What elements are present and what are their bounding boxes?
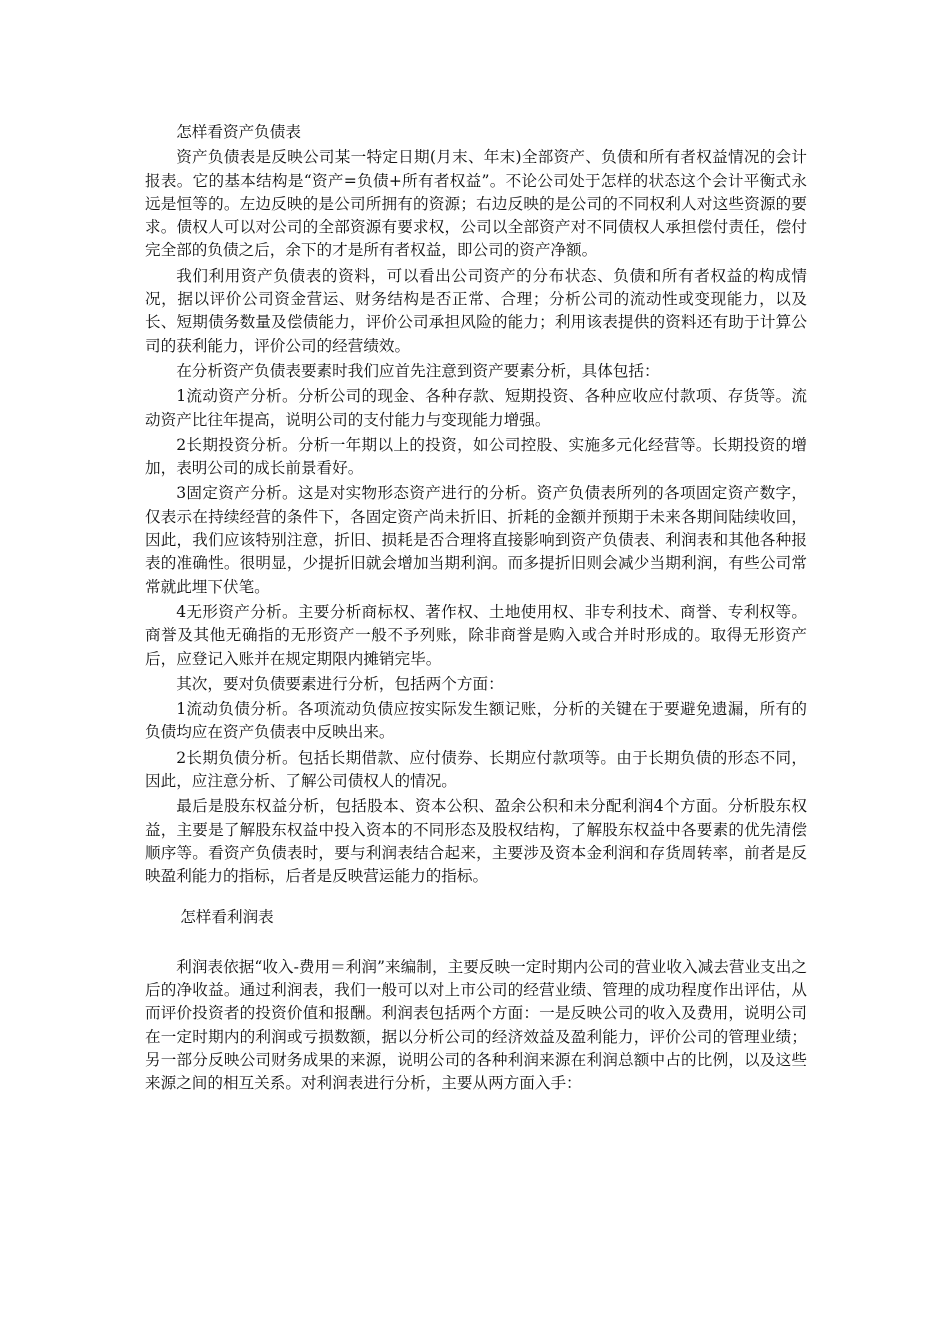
document-body bbox=[145, 121, 807, 1096]
paragraph-long-term-investment: 2长期投资分析。分析一年期以上的投资，如公司控股、实施多元化经营等。长期投资的增加，表明公司的成长前景看好。 bbox=[145, 435, 807, 478]
paragraph-fixed-assets: 3固定资产分析。这是对实物形态资产进行的分析。资产负债表所列的各项固定资产数字，仅表示在持续经营的条件下，各固定资产尚未折旧、折耗的金额并预期于未来各期间陆续收回，因此，我们应该特别注意，折旧、损耗是否合理将直接影响到资产负债表、利润表和其他各种报表的准确性。很明显，少提折旧就会增加当期利润。而多提折旧则会减少当期利润，有些公司常常就此埋下伏笔。 bbox=[145, 484, 807, 596]
paragraph-long-term-liabilities: 2长期负债分析。包括长期借款、应付债券、长期应付款项等。由于长期负债的形态不同，因此，应注意分析、了解公司债权人的情况。 bbox=[145, 748, 807, 791]
paragraph-current-assets: 1流动资产分析。分析公司的现金、各种存款、短期投资、各种应收应付款项、存货等。流动资产比往年提高，说明公司的支付能力与变现能力增强。 bbox=[145, 387, 807, 429]
section-title-income-statement: 怎样看利润表 bbox=[180, 907, 274, 926]
paragraph-equity-analysis: 最后是股东权益分析，包括股本、资本公积、盈余公积和未分配利润4个方面。分析股东权益，主要是了解股东权益中投入资本的不同形态及股权结构，了解股东权益中各要素的优先清偿顺序等。看资产负债表时，要与利润表结合起来，主要涉及资本金利润和存货周转率，前者是反映盈利能力的指标，后者是反映营运能力的指标。 bbox=[145, 797, 807, 886]
paragraph-intangible-assets: 4无形资产分析。主要分析商标权、著作权、土地使用权、非专利技术、商誉、专利权等。商誉及其他无确指的无形资产一般不予列账，除非商誉是购入或合并时形成的。取得无形资产后，应登记入账并在规定期限内摊销完毕。 bbox=[145, 602, 807, 668]
paragraph-current-liabilities: 1流动负债分析。各项流动负债应按实际发生额记账，分析的关键在于要避免遗漏，所有的负债均应在资产负债表中反映出来。 bbox=[145, 700, 807, 742]
section-title-balance-sheet: 怎样看资产负债表 bbox=[176, 123, 301, 141]
paragraph-balance-sheet-uses: 我们利用资产负债表的资料，可以看出公司资产的分布状态、负债和所有者权益的构成情况，据以评价公司资金营运、财务结构是否正常、合理；分析公司的流动性或变现能力，以及长、短期债务数量及偿债能力，评价公司承担风险的能力；利用该表提供的资料还有助于计算公司的获利能力，评价公司的经营绩效。 bbox=[145, 266, 807, 355]
paragraph-balance-sheet-definition: 资产负债表是反映公司某一特定日期(月末、年末)全部资产、负债和所有者权益情况的会计报表。它的基本结构是“资产=负债+所有者权益”。不论公司处于怎样的状态这个会计平衡式永远是恒等的。左边反映的是公司所拥有的资源；右边反映的是公司的不同权利人对这些资源的要求。债权人可以对公司的全部资源有要求权，公司以全部资产对不同债权人承担偿付责任，偿付完全部的负债之后，余下的才是所有者权益，即公司的资产净额。 bbox=[145, 148, 807, 260]
paragraph-asset-analysis-intro: 在分析资产负债表要素时我们应首先注意到资产要素分析，具体包括： bbox=[176, 361, 660, 380]
paragraph-liability-analysis-intro: 其次，要对负债要素进行分析，包括两个方面： bbox=[176, 674, 504, 693]
paragraph-income-statement: 利润表依据“收入-费用＝利润”来编制，主要反映一定时期内公司的营业收入减去营业支出之后的净收益。通过利润表，我们一般可以对上市公司的经营业绩、管理的成功程度作出评估，从而评价投资者的投资价值和报酬。利润表包括两个方面：一是反映公司的收入及费用，说明公司在一定时期内的利润或亏损数额，据以分析公司的经济效益及盈利能力，评价公司的管理业绩；另一部分反映公司财务成果的来源，说明公司的各种利润来源在利润总额中占的比例，以及这些来源之间的相互关系。对利润表进行分析，主要从两方面入手： bbox=[145, 957, 807, 1093]
